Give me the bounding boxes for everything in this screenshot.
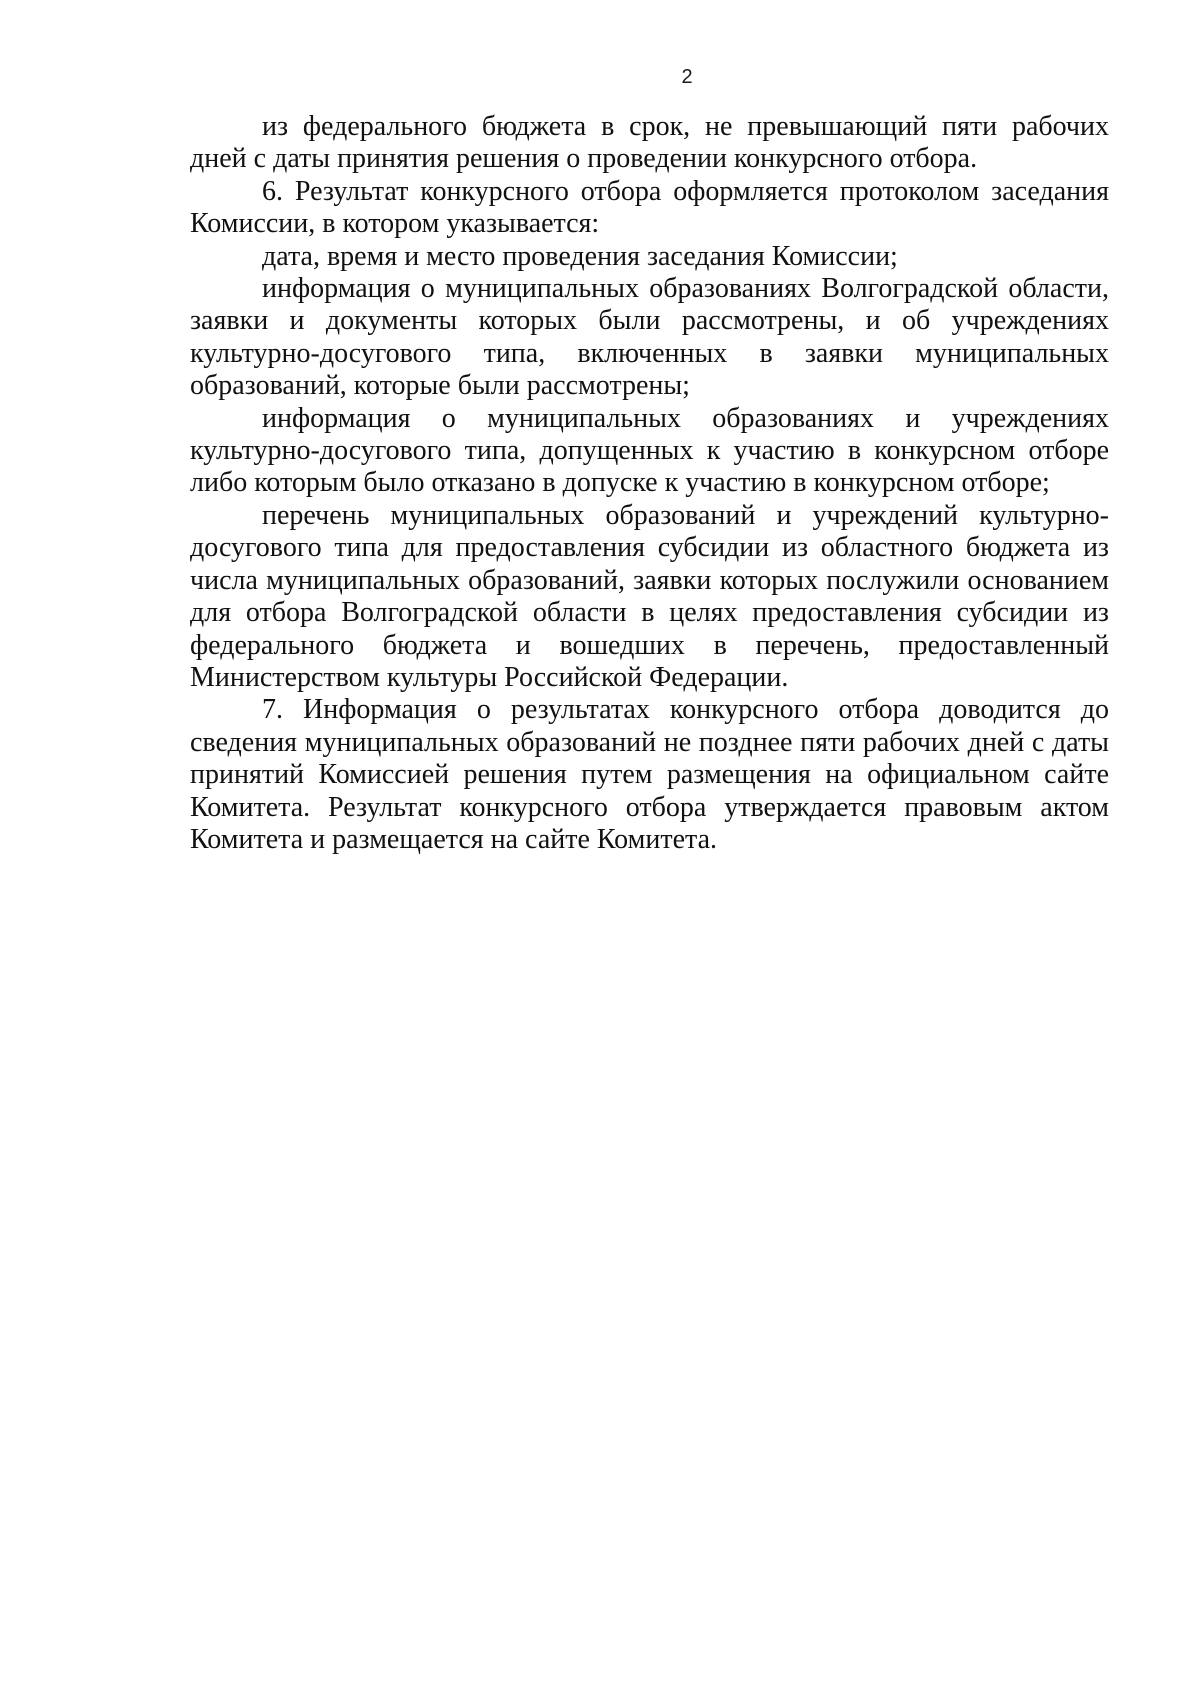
paragraph-info-admitted: информация о муниципальных образованиях и учреждениях культурно-досугового типа, допущенных к участию в конкурсном отборе либо которым было отказано в допуске к участию в конкурсном отборе;: [190, 402, 1109, 499]
page-number: 2: [681, 66, 693, 88]
paragraph-item-6: 6. Результат конкурсного отбора оформляется протоколом заседания Комиссии, в котором указывается:: [190, 175, 1109, 240]
paragraph-date-time-place: дата, время и место проведения заседания Комиссии;: [262, 240, 898, 272]
paragraph-subsidy-list: перечень муниципальных образований и учреждений культурно-досугового типа для предоставления субсидии из областного бюджета из числа муниципальных образований, заявки которых послужили основанием для отбора Волгоградской области в целях предоставления субсидии из федерального бюджета и вошедших в перечень, предоставленный Министерством культуры Российской Федерации.: [190, 499, 1109, 693]
paragraph-info-considered: информация о муниципальных образованиях Волгоградской области, заявки и документы которых были рассмотрены, и об учреждениях культурно-досугового типа, включенных в заявки муниципальных образований, которые были рассмотрены;: [190, 273, 1109, 402]
paragraph-continuation: из федерального бюджета в срок, не превышающий пяти рабочих дней с даты принятия решения о проведении конкурсного отбора.: [190, 111, 1109, 175]
paragraph-item-7: 7. Информация о результатах конкурсного отбора доводится до сведения муниципальных образований не позднее пяти рабочих дней с даты принятий Комиссией решения путем размещения на официальном сайте Комитета. Результат конкурсного отбора утверждается правовым актом Комитета и размещается на сайте Комитета.: [190, 694, 1109, 855]
document-body: [190, 111, 1109, 856]
